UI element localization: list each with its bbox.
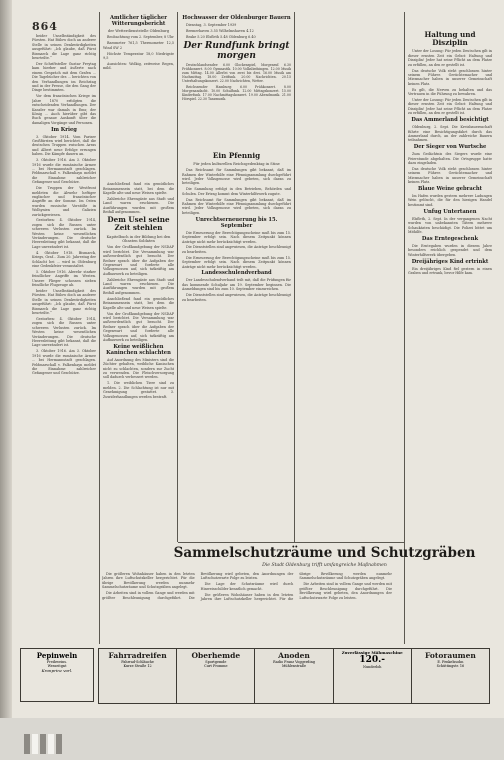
weather-heading: Amtlicher täglicher Witterungsbericht	[110, 15, 167, 27]
article-heading: Unrechtserneuerung bis 15. September	[195, 216, 278, 229]
book-gutter	[0, 0, 12, 760]
ad-fahrradreifen	[99, 649, 177, 703]
article-heading: Das Erntegeschenk	[421, 235, 479, 242]
col1-paragraph: Die Truppen der Westfront meldeten die Abwehr heftiger englischer und französischer Angriffe an der Somme. Im Osten wurden russische Vorstöße in Wolhynien und Galizien zurückgewiesen.	[32, 186, 96, 217]
col1-paragraph: beider Unselbständigkeit des Fürsten. Hat Bülow doch an anderer Stelle in seinen Denkwürdigkeiten ausgeführt: „Ich glaube, daß Fürst Bismarck die Lage ganz richtig beurteilte.“	[32, 289, 96, 316]
col1-paragraph: 4. Oktober 1918. Bismarck, Kriegs, Graf... Zum 20. Jahrestag der Schlacht bei ... wird in Oldenburg eine Gedenkfeier veranstaltet.	[32, 250, 96, 268]
col4-paragraph: Das deutsche Volk steht geschlossen hinter seinem Führer. Gerüchtemacher und Miesmacher haben in unserer Gemeinschaft keinen Platz.	[408, 166, 492, 185]
banner-paragraph: Die größeren Wohnhäuser haben in den letzten Jahren ihre Luftschutzkeller hergerichtet. Für die übrige Bevölkerung werden nunmehr Sammelschutzräume und Schutzgräben angelegt.	[102, 572, 195, 590]
ad-title: Zuverlässige Mähmaschine	[341, 650, 403, 655]
col2-paragraph: Von der Großkundgebung der NSDAP wird berichtet. Die Versammlung war außerordentlich gut besucht. Der Redner sprach über die Aufgaben der Gegenwart und forderte alle Volksgenossen auf, sich tatkräftig am Aufbauwerk zu beteiligen.	[103, 311, 174, 342]
article-heading: Dreijähriges Kind ertrinkt	[411, 258, 489, 265]
radio-heading: Der Rundfunk bringt morgen	[183, 40, 290, 61]
banner-subheadline: Die Stadt Oldenburg trifft umfangreiche Maßnahmen	[262, 563, 387, 568]
article-heading: Haltung und Disziplin	[424, 30, 476, 48]
banner-paragraph: Die Arbeiten sind in vollem Gange und werden mit größter Beschleunigung durchgeführt. Die Bevölkerung wird gebeten, den Anordnungen der Luftschutzwarte Folge zu leisten.	[102, 572, 294, 600]
ad-title: Pepinweln	[36, 651, 78, 660]
col1-paragraph: Vor dem französischen Kriege im Jahre 1870 erfolgten die entscheidenden Verhandlungen. Der Kanzler war damals in Ems; der König ... Auch hierüber gibt das Buch genaue Auskunft über die damaligen Vorgänge und Personen.	[32, 94, 96, 125]
scan-marker	[48, 734, 54, 754]
col4-paragraph: Zum Gedächtnis des Siegers wurde eine Feierstunde abgehalten. Die Ortsgruppe hatte dazu eingeladen.	[408, 152, 492, 166]
ad-anoden	[255, 649, 333, 703]
col3-paragraph: Der Landesschulendverband teilt mit, daß die Prüfungen für das kommende Schuljahr am 19. September beginnen. Die Anmeldungen sind bis zum 10. September einzureichen.	[182, 278, 291, 292]
col2-paragraph: Auf Anordnung des Ministers sind die Züchter gehalten, weibliche Kaninchen nicht zu schlachten, sondern zur Zucht zu verwenden. Die Fleischversorgung soll dadurch verbessert werden.	[103, 357, 174, 380]
col1-paragraph: Der Schriftsteller Gustav Freytag kam hierher und äußerte nach einem Gespräch mit dem Grafen ... Die Tagebücher des ... berichten von den Verhandlungen im Reichstag und in der Presse, die den Gang der Dinge bestimmten.	[32, 61, 96, 93]
col3-paragraph: Die Erneuerung der Berechtigungsscheine muß bis zum 15. September erfolgt sein. Nach diesem Zeitpunkt können Anträge nicht mehr berücksichtigt werden.	[182, 255, 291, 269]
col4-paragraph: Unter der Losung: Für jeden Deutschen gilt in dieser ernsten Zeit ein Gebot: Haltung und Disziplin! Jeder hat seine Pflicht an dem Platze zu erfüllen, an den er gestellt ist.	[408, 49, 492, 67]
ad-fotoraumen	[412, 649, 489, 703]
col4-paragraph: Oldenburg, 2. Sept. Die Kreisbauernschaft führte eine Besichtigungsfahrt durch das Ammerland durch, an der zahlreiche Bauern teilnahmen.	[408, 125, 492, 143]
scan-marker	[24, 734, 30, 754]
col3-paragraph: Das Reichsamt für Sammlungen gibt bekannt, daß im Rahmen der Winterhilfe eine Pfennigsammlung durchgeführt wird. Jeder Volksgenosse wird gebeten, sich daran zu beteiligen.	[182, 168, 291, 186]
column-rule	[177, 12, 178, 542]
ad-title: Fahrradreifen	[108, 651, 167, 660]
ad-title: Anoden	[278, 651, 310, 660]
banner-paragraph: Die größeren Wohnhäuser haben in den letzten Jahren ihre Luftschutzkeller hergerichtet. Für die übrige Bevölkerung werden nunmehr Sammelschutzräume und Schutzgräben angelegt.	[200, 572, 392, 602]
ad-title: Fotoraumen	[425, 651, 476, 660]
article-heading: Blaue Weine gebracht	[417, 186, 483, 193]
banner-headline: Sammelschutzräume und Schutzgräben	[173, 545, 476, 561]
weather-line: Barometer 761,5 Thermometer 12,5 Wind SW 2	[103, 41, 174, 50]
weather-line: Höchste Temperatur 18,0 Niedrigste 9,5	[103, 51, 174, 61]
col2-paragraph: Von der Großkundgebung der NSDAP wird berichtet. Die Versammlung war außerordentlich gut besucht. Der Redner sprach über die Aufgaben der Gegenwart und forderte alle Volksgenossen auf, sich tatkräftig am Aufbauwerk zu beteiligen.	[103, 245, 174, 276]
article-heading: Der Sieger von Wurtsche	[413, 144, 487, 151]
col4-paragraph: Ein dreijähriges Kind fiel gestern in einen Graben und ertrank, bevor Hilfe kam.	[408, 266, 492, 276]
col2-paragraph: Zahlreiche Ehrengäste aus Stadt und Land waren erschienen. Die Ausführungen wurden mit großem Beifall aufgenommen.	[103, 196, 174, 215]
col3-paragraph: Die Dienststellen sind angewiesen, die Anträge beschleunigt zu bearbeiten.	[182, 293, 291, 302]
column-rule	[99, 12, 100, 644]
ad-price: 120.-	[359, 655, 386, 666]
ad-line: Nunderloh	[362, 665, 382, 670]
weather-line: Beobachtung vom 2. September, 8 Uhr	[107, 35, 174, 40]
ad-line: Mühlenstraße	[281, 664, 307, 669]
col1-paragraph: 3. Oktober 1916. Am 3. Oktober 1916 wurde die rumänische Armee ... bei Hermannstadt geschlagen. Feldmarschall v. Falkenhayn meldet die Einnahme zahlreicher Gefangener und Geschütze.	[32, 158, 96, 185]
article-heading: Unfug Untertanen	[423, 208, 477, 215]
col4-paragraph: Im Hafen wurden gestern mehrere Ladungen Wein gelöscht, die für den hiesigen Handel bestimmt sind.	[408, 194, 492, 207]
scan-marker	[40, 734, 46, 754]
col1-paragraph: 5. Oktober 1916. Abwehr starker feindlicher Angriffe im Westen. Unsere Flieger schossen sieben feindliche Flugzeuge ab.	[32, 269, 96, 288]
tide-line: Dienstag, 3. September 1939	[186, 23, 237, 27]
article-heading: Keine weißlichen Kaninchen schlachten	[106, 343, 171, 356]
ad-line: Wesseitgnt	[47, 664, 67, 669]
col1-heading: Im Krieg	[51, 126, 77, 133]
col2-paragraph: Anschließend fand ein gemütliches Beisammensein statt, bei dem die Kapelle alte und neue Weisen spielte.	[103, 182, 174, 196]
col3-paragraph: Das Reichsamt für Sammlungen gibt bekannt, daß im Rahmen der Winterhilfe eine Pfennigsammlung durchgeführt wird. Jeder Volksgenosse wird gebeten, sich daran zu beteiligen.	[182, 197, 291, 215]
col2-paragraph: Anschließend fand ein gemütliches Beisammensein statt, bei dem die Kapelle alte und neue Weisen spielte.	[103, 296, 174, 310]
col4-paragraph: Das deutsche Volk steht geschlossen hinter seinem Führer. Gerüchtemacher und Miesmacher haben in unserer Gemeinschaft keinen Platz.	[408, 68, 492, 86]
banner-paragraph: Die Lage der Schutzräume wird durch Hinweisschilder kenntlich gemacht.	[200, 582, 294, 591]
col1-paragraph: Gestorben: 4. Oktober 1914, zogen sich die Russen unter schweren Verlusten zurück. Im Westen keine wesentlichen Veränderungen. Die deutsche Heeresleitung gibt bekannt, daß die Lage unverändert ist.	[32, 316, 96, 348]
column-1	[32, 34, 96, 642]
scan-border	[0, 718, 504, 760]
weather-subheading: der Wetterdienststelle Oldenburg	[107, 29, 170, 33]
article-heading: Das Ammerland besichtigt	[411, 117, 489, 124]
article-subheading: Für jeden kulturellen Reichsgedenktag in Stine	[193, 161, 280, 166]
ad-line: Kurze Straße 12	[123, 664, 152, 669]
col4-paragraph: Es gilt, die Nerven zu behalten und das Vertrauen in die Führung zu bewahren.	[408, 87, 492, 97]
ad-line: Freihweins.	[46, 660, 68, 664]
article-subheading: Kapitelbuch in der Bildung bei den Ohnsten Soldaten	[106, 234, 171, 243]
article-heading: Landesschulendverband	[201, 270, 272, 277]
scan-marker	[32, 734, 38, 754]
tide-line: Bremerhaven 3.55 Wilhelmshaven 4.12	[186, 28, 254, 33]
col3-paragraph: Die Sammlung erfolgt in den Betrieben, Behörden und Schulen. Der Ertrag kommt dem Winterhilfswerk zugute.	[182, 187, 291, 196]
ad-oberhemde	[177, 649, 255, 703]
ad-line: Fahrrad-Schläuche	[121, 660, 154, 664]
col1-paragraph: 3. Oktober 1914. Vom Pariser Großfürsten wird berichtet, daß die deutschen Truppen zwischen Arras und Albert neue Erfolge errungen haben. Die Kämpfe dauern an.	[32, 134, 96, 157]
radio-program: Deutschlandsender: 6.00 Glockenspiel, Morgenruf. 6.30 Frühkonzert. 8.00 Gymnastik. 10.00 Volksliedsingen. 12.00 Musik zum Mittag. 14.00 Allerlei von zwei bis drei. 16.00 Musik am Nachmittag. 18.00 Zeitfunk. 20.00 Nachrichten. 20.15 Unterhaltungskonzert. 22.00 Nachrichten, Wetter.	[182, 62, 291, 84]
col3-paragraph: Die Dienststellen sind angewiesen, die Anträge beschleunigt zu bearbeiten.	[182, 245, 291, 254]
ad-line: Schüttingstr. 16	[436, 664, 465, 669]
banner-article	[102, 572, 392, 644]
ad-pepinweln	[20, 648, 94, 702]
banner-paragraph: Die Arbeiten sind in vollem Gange und werden mit größter Beschleunigung durchgeführt. Die Bevölkerung wird gebeten, den Anordnungen der Luftschutzwarte Folge zu leisten.	[299, 582, 392, 600]
column-3	[182, 14, 291, 542]
article-heading: Dem Usel seine Zeit stehlen	[107, 215, 170, 233]
col1-paragraph: beider Unselbständigkeit des Fürsten. Hat Bülow doch an anderer Stelle in seinen Denkwürdigkeiten ausgeführt: „Ich glaube, daß Fürst Bismarck die Lage ganz richtig beurteilte.“	[32, 34, 96, 61]
col2-paragraph: 1. Die weiblichen Tiere sind zu melden. 2. Die Schlachtung ist nur mit Genehmigung gestattet. 3. Zuwiderhandlungen werden bestraft.	[103, 381, 174, 399]
page-number: 864	[32, 20, 58, 33]
banner-rule	[178, 542, 404, 543]
handwritten-note: Kronprinz vorl.	[41, 668, 73, 674]
ad-title: Oberhemde	[191, 651, 241, 660]
scan-marker	[56, 734, 62, 754]
radio-program: Reichssender Hamburg: 6.00 Frühkonzert. 8.00 Morgenandacht. 10.00 Schulfunk. 12.00 Mittagskonzert. 15.00 Kinderfunk. 17.00 Nachmittagskonzert. 19.00 Abendmusik. 21.00 Hörspiel. 22.30 Tanzmusik.	[182, 84, 291, 101]
ad-line: Radio Franz Voggerding	[273, 660, 315, 664]
column-2	[103, 14, 174, 542]
ad-maehmaschine	[334, 649, 412, 703]
ad-line: Curt Fromme	[204, 664, 228, 669]
advertisement-row	[98, 648, 490, 704]
col3-paragraph: Die Erneuerung der Berechtigungsscheine muß bis zum 15. September erfolgt sein. Nach diesem Zeitpunkt können Anträge nicht mehr berücksichtigt werden.	[182, 230, 291, 244]
col2-paragraph: Zahlreiche Ehrengäste aus Stadt und Land waren erschienen. Die Ausführungen wurden mit großem Beifall aufgenommen.	[103, 277, 174, 295]
tide-heading: Hochwasser der Oldenburger Bauern	[182, 15, 291, 21]
col4-paragraph: Unter der Losung: Für jeden Deutschen gilt in dieser ernsten Zeit ein Gebot: Haltung und Disziplin! Jeder hat seine Pflicht an dem Platze zu erfüllen, an den er gestellt ist.	[408, 97, 492, 116]
col1-paragraph: Gestorben: 4. Oktober 1914, zogen sich die Russen unter schweren Verlusten zurück. Im Westen keine wesentlichen Veränderungen. Die deutsche Heeresleitung gibt bekannt, daß die Lage unverändert ist.	[32, 218, 96, 249]
tide-line: Brake 5.20 Elsfleth 5.48 Oldenburg 6.40	[186, 34, 256, 39]
ad-line: Sportgemde	[205, 660, 227, 664]
col4-paragraph: Elsfleth, 2. Sept. In der vergangenen Nacht wurden von unbekannten Tätern mehrere Schaukästen beschädigt. Die Polizei bittet um Mithilfe.	[408, 216, 492, 234]
col4-paragraph: Die Erntegaben wurden in diesem Jahre besonders reichlich gespendet und dem Winterhilfswerk übergeben.	[408, 243, 492, 257]
ad-line: E. Fenkelssohn	[437, 660, 464, 664]
col1-paragraph: 3. Oktober 1916. Am 3. Oktober 1916 wurde die rumänische Armee ... bei Hermannstadt geschlagen. Feldmarschall v. Falkenhayn meldet die Einnahme zahlreicher Gefangener und Geschütze.	[32, 349, 96, 376]
weather-line: Aussichten: Wolkig, zeitweise Regen, mild.	[103, 61, 174, 71]
column-rule	[294, 12, 295, 542]
article-heading: Ein Pfennig	[212, 150, 261, 160]
